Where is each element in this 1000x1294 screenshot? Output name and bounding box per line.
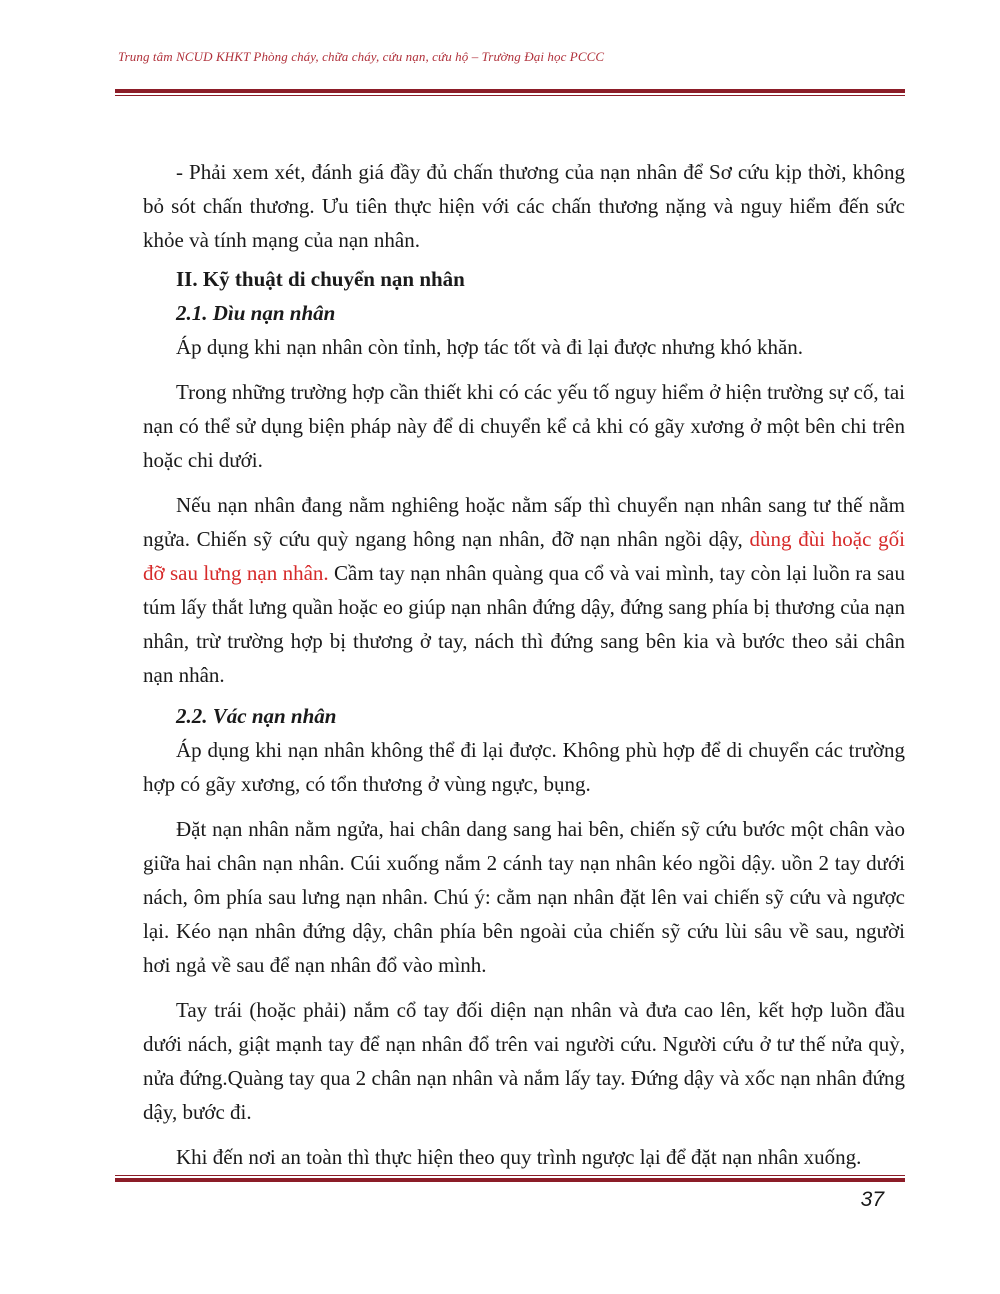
paragraph-text: Cầm tay nạn nhân quàng qua cổ và vai mình, tay còn lại luồn ra sau túm lấy thắt lưng quần hoặc eo giúp nạn nhân đứng dậy, đứng sang phía bị thương của nạn nhân, trừ trường hợp bị thương ở tay, nách thì đứng sang bên kia và bước theo sải chân nạn nhân. — [143, 561, 905, 687]
page-number: 37 — [860, 1188, 884, 1211]
header-rule — [115, 89, 905, 96]
paragraph: Đặt nạn nhân nằm ngửa, hai chân dang sang hai bên, chiến sỹ cứu bước một chân vào giữa hai chân nạn nhân. Cúi xuống nắm 2 cánh tay nạn nhân kéo ngồi dậy. uồn 2 tay dưới nách, ôm phía sau lưng nạn nhân. Chú ý: cằm nạn nhân đặt lên vai chiến sỹ cứu và ngược lại. Kéo nạn nhân đứng dậy, chân phía bên ngoài của chiến sỹ cứu lùi sâu về sau, người hơi ngả về sau để nạn nhân đổ vào mình. — [143, 817, 905, 977]
footer-rule — [115, 1175, 905, 1182]
subsection-heading: 2.1. Dìu nạn nhân — [176, 301, 336, 325]
subsection-heading: 2.2. Vác nạn nhân — [176, 704, 337, 728]
highlighted-text: dùng đùi hoặc gối đỡ sau lưng nạn nhân. — [143, 527, 905, 585]
paragraph: Khi đến nơi an toàn thì thực hiện theo quy trình ngược lại để đặt nạn nhân xuống. — [176, 1145, 862, 1169]
paragraph: - Phải xem xét, đánh giá đầy đủ chấn thương của nạn nhân để Sơ cứu kịp thời, không bỏ sót chấn thương. Ưu tiên thực hiện với các chấn thương nặng và nguy hiểm đến sức khỏe và tính mạng của nạn nhân. — [143, 160, 905, 252]
running-header: Trung tâm NCUD KHKT Phòng cháy, chữa cháy, cứu nạn, cứu hộ – Trường Đại học PCCC — [118, 49, 605, 64]
paragraph: Trong những trường hợp cần thiết khi có các yếu tố nguy hiểm ở hiện trường sự cố, tai nạn có thể sử dụng biện pháp này để di chuyển kể cả khi có gãy xương ở một bên chi trên hoặc chi dưới. — [143, 380, 905, 472]
paragraph: Áp dụng khi nạn nhân còn tỉnh, hợp tác tốt và đi lại được nhưng khó khăn. — [176, 335, 804, 359]
paragraph — [143, 488, 905, 692]
page-body — [143, 155, 905, 1174]
paragraph: Tay trái (hoặc phải) nắm cổ tay đối diện nạn nhân và đưa cao lên, kết hợp luồn đầu dưới nách, giật mạnh tay để nạn nhân đổ trên vai người cứu. Người cứu ở tư thế nửa quỳ, nửa đứng.Quàng tay qua 2 chân nạn nhân và nắm lấy tay. Đứng dậy và xốc nạn nhân đứng dậy, bước đi. — [143, 998, 905, 1124]
paragraph-text: Nếu nạn nhân đang nằm nghiêng hoặc nằm sấp thì chuyển nạn nhân sang tư thế nằm ngửa. Chiến sỹ cứu quỳ ngang hông nạn nhân, đỡ nạn nhân ngồi dậy, — [143, 493, 905, 551]
paragraph: Áp dụng khi nạn nhân không thể đi lại được. Không phù hợp để di chuyển các trường hợp có gãy xương, có tổn thương ở vùng ngực, bụng. — [143, 738, 905, 796]
section-heading: II. Kỹ thuật di chuyển nạn nhân — [176, 267, 465, 291]
